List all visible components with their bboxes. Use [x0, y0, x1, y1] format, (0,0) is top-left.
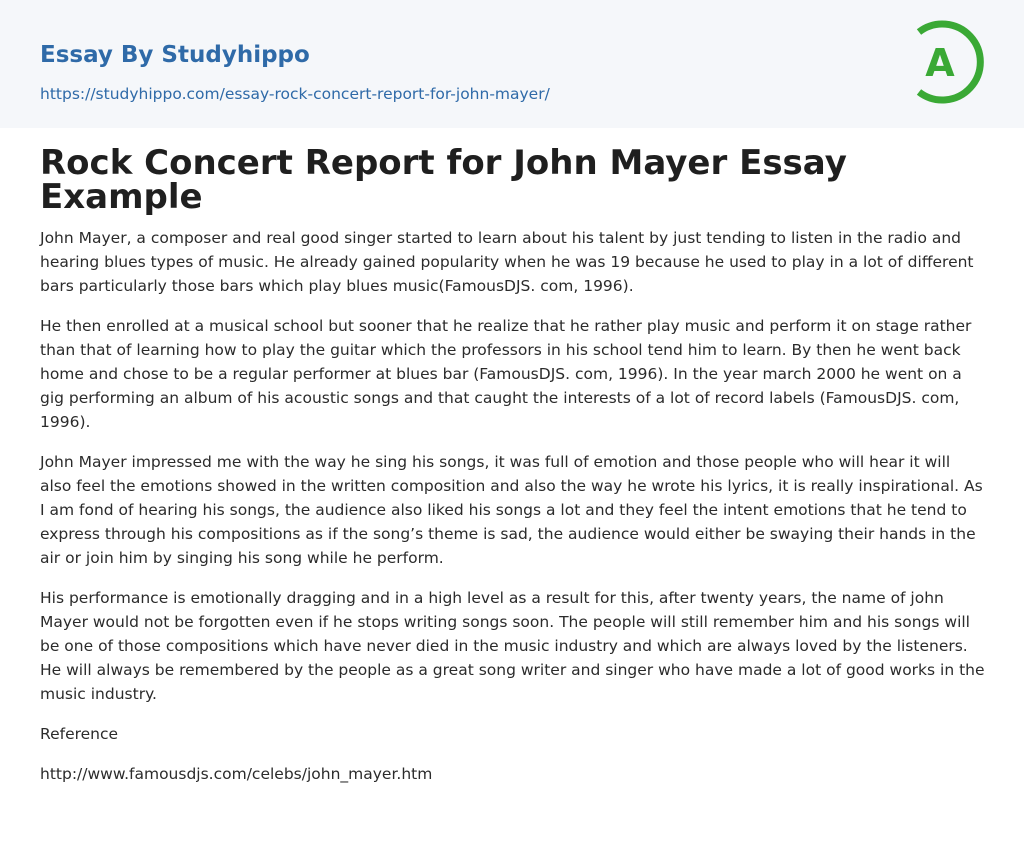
studyhippo-logo-icon[interactable] — [909, 18, 987, 106]
page-url-link[interactable]: https://studyhippo.com/essay-rock-concert-report-for-john-mayer/ — [40, 85, 550, 103]
site-header — [0, 0, 1024, 128]
essay-paragraph-1: John Mayer, a composer and real good singer started to learn about his talent by just tending to listen in the radio and hearing blues types of music. He already gained popularity when he was 19 because he used to play in a lot of different bars particularly those bars which play blues music(FamousDJS. com, 1996). — [40, 229, 974, 295]
reference-url: http://www.famousdjs.com/celebs/john_mayer.htm — [40, 765, 433, 783]
essay-paragraph-4: His performance is emotionally dragging and in a high level as a result for this, after twenty years, the name of john Mayer would not be forgotten even if he stops writing songs soon. The people will still remember him and his songs will be one of those compositions which have never died in the music industry and which are always loved by the listeners. He will always be remembered by the people as a great song writer and singer who have made a lot of good works in the music industry. — [40, 589, 985, 703]
essay-title: Rock Concert Report for John Mayer Essay Example — [40, 143, 847, 217]
logo-letter: A — [925, 41, 955, 85]
essay-paragraph-2: He then enrolled at a musical school but sooner that he realize that he rather play music and perform it on stage rather than that of learning how to play the guitar which the professors in his school tend him to learn. By then he went back home and chose to be a regular performer at blues bar (FamousDJS. com, 1996). In the year march 2000 he went on a gig performing an album of his acoustic songs and that caught the interests of a lot of record labels (FamousDJS. com, 1996). — [40, 317, 972, 431]
site-title[interactable]: Essay By Studyhippo — [40, 42, 310, 68]
essay-paragraph-3: John Mayer impressed me with the way he sing his songs, it was full of emotion and those people who will hear it will also feel the emotions showed in the written composition and also the way he wrote his lyrics, it is really inspirational. As I am fond of hearing his songs, the audience also liked his songs a lot and they feel the intent emotions that he tend to express through his compositions as if the song’s theme is sad, the audience would either be swaying their hands in the air or join him by singing his song while he perform. — [40, 453, 983, 567]
reference-heading: Reference — [40, 725, 119, 743]
essay-content — [40, 143, 985, 802]
